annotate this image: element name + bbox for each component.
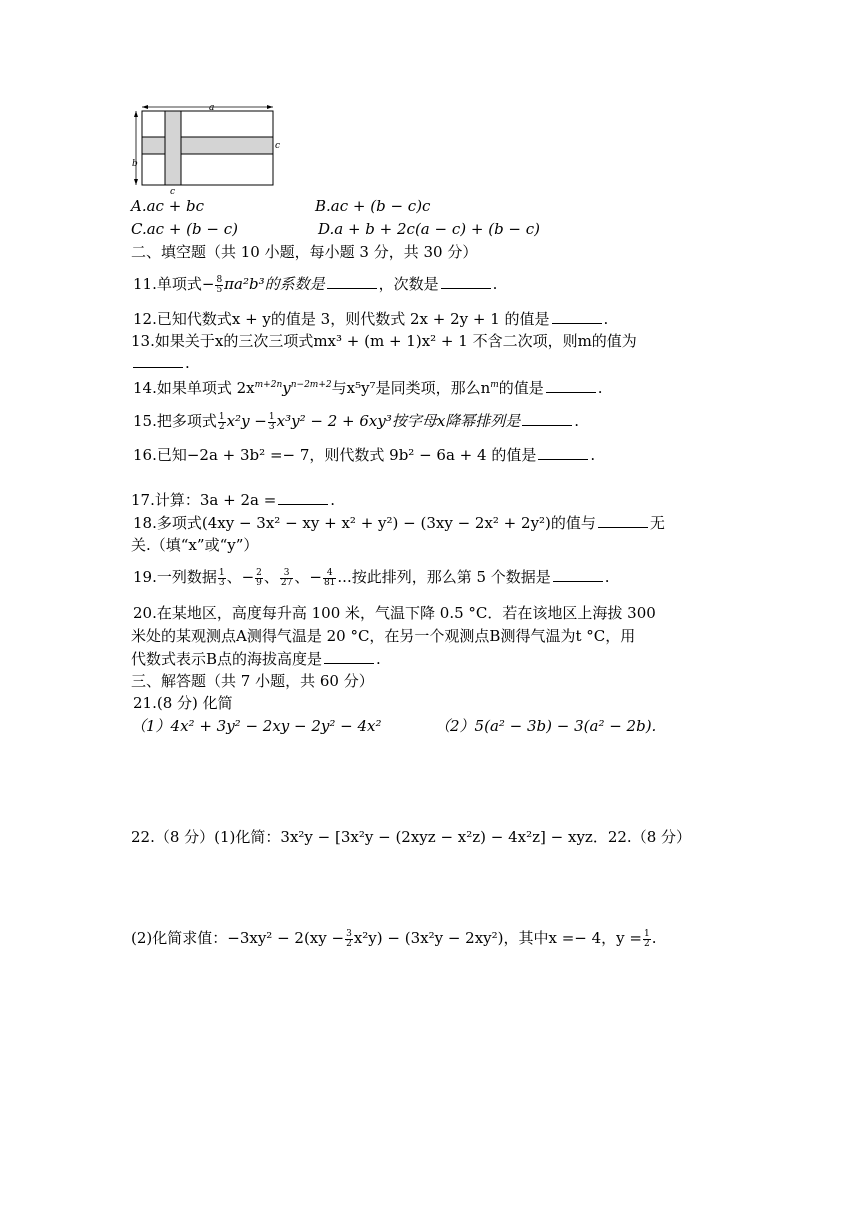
answer-blank bbox=[546, 380, 596, 393]
figure-label-a: a bbox=[209, 103, 215, 113]
answer-blank bbox=[441, 276, 491, 289]
fraction: $\frac{1}{2}$ bbox=[644, 928, 650, 949]
fraction: $\frac{3}{27}$ bbox=[280, 567, 293, 588]
fraction: $\frac{4}{81}$ bbox=[323, 567, 336, 588]
fraction: $\frac{1}{3}$ bbox=[218, 567, 225, 588]
question-17: 17.计算：3a + 2a = . bbox=[131, 491, 336, 509]
question-12: 12.已知代数式x + y的值是 3，则代数式 2x + 2y + 1 的值是 . bbox=[133, 310, 609, 328]
page: a b c c A.ac + bc B.ac + (b − c)c C.ac + (b − c) D.a + b + 2c(a − c) + (b − c) 二、填空题（共 10 小题，每小题 3 分，共 30 分） 11.单项式− $\frac{8}{5}$ πa²b³的系数是 ，次数是 . 12.已知代数式x + y的值是 3，则代数式 2x + 2y + 1 的值是 . 13.如果关于x的三次三项式mx³ + (m + 1)x² + 1 不含二次项，则m的值为 . 14.如果单项式 $2x^{m+2n}y^{n-2m+2}$与x⁵y⁷是同类项，那么$n^m$的值是 . 15.把多项式 $\frac{1}{2}$ x²y − $\frac{1}{3}$ x³y² − 2 + 6xy³按字母x降幂排列是 . 16.已知−2a + 3b² =− 7，则代数式 9b² − 6a + 4 的值是 . 17.计算：3a + 2a = . 18.多项式(4xy − 3x² − xy + x² + y²) − (3xy − 2x² + 2y²)的值与 无 关.（填“x”或“y”） 19.一列数据 $\frac{1}{3}$ 、− $\frac{2}{9}$ 、 $\frac{3}{27}$ 、− $\frac{4}{81}$ ...按此排列，那么第 5 个数据是 . 20.在某地区，高度每升高 100 米，气温下降 0.5 °C．若在该地区上海拔 300 米处的某观测点A测得气温是 20 °C，在另一个观测点B测得气温为t °C，用 代数式表示B点的海拔高度是 . 三、解答题（共 7 小题，共 60 分） 21.(8 分) 化简 （1）4x² + 3y² − 2xy − 2y² − 4x² （2）5(a² − 3b) − 3(a² − 2b). 22.（8 分）(1)化简：3x²y − [3x²y − (2xyz − x²z) − 4x²z] − xyz．22.（8 分） (2)化简求值：−3xy² − 2(xy − $\frac{3}{2}$ x²y) − (3x²y − 2xy²)，其中x =− 4，y = $\frac{1}{2}$ . bbox=[0, 0, 860, 1216]
rectangle-figure bbox=[126, 100, 286, 196]
figure-label-c-right: c bbox=[275, 141, 281, 151]
fraction: $\frac{1}{2}$ bbox=[218, 411, 225, 432]
figure-vertical-strip bbox=[165, 111, 181, 185]
fraction: $\frac{1}{3}$ bbox=[268, 411, 275, 432]
answer-blank bbox=[522, 413, 572, 426]
answer-blank bbox=[278, 492, 328, 505]
question-14: 14.如果单项式 $2x^{m+2n}y^{n-2m+2}$与x⁵y⁷是同类项，那么$n^m$的值是 . bbox=[133, 379, 603, 397]
option-d: D.a + b + 2c(a − c) + (b − c) bbox=[318, 220, 541, 238]
question-21-part-1: （1）4x² + 3y² − 2xy − 2y² − 4x² bbox=[131, 717, 382, 735]
answer-blank bbox=[324, 651, 374, 664]
answer-blank bbox=[538, 447, 588, 460]
section-solve-title: 三、解答题（共 7 小题，共 60 分） bbox=[131, 672, 374, 690]
answer-blank bbox=[553, 569, 603, 582]
option-a: A.ac + bc bbox=[131, 197, 205, 215]
question-19: 19.一列数据 $\frac{1}{3}$ 、− $\frac{2}{9}$ 、 $\frac{3}{27}$ 、− $\frac{4}{81}$ ...按此排列，那么第 5 个数据是 . bbox=[133, 567, 610, 588]
question-11: 11.单项式− $\frac{8}{5}$ πa²b³的系数是 ，次数是 . bbox=[133, 274, 498, 295]
question-22: 22.（8 分）(1)化简：3x²y − [3x²y − (2xyz − x²z) − 4x²z] − xyz．22.（8 分） bbox=[131, 828, 692, 846]
figure-label-b: b bbox=[132, 159, 138, 169]
option-b: B.ac + (b − c)c bbox=[315, 197, 431, 215]
question-21-part-2: （2）5(a² − 3b) − 3(a² − 2b). bbox=[435, 717, 657, 735]
fraction: $\frac{2}{9}$ bbox=[256, 567, 262, 588]
question-20: 20.在某地区，高度每升高 100 米，气温下降 0.5 °C．若在该地区上海拔 300 bbox=[133, 604, 656, 622]
fraction: $\frac{8}{5}$ bbox=[216, 274, 223, 295]
section-fill-title: 二、填空题（共 10 小题，每小题 3 分，共 30 分） bbox=[131, 243, 478, 261]
figure-horizontal-strip bbox=[142, 137, 273, 154]
question-15: 15.把多项式 $\frac{1}{2}$ x²y − $\frac{1}{3}$ x³y² − 2 + 6xy³按字母x降幂排列是 . bbox=[133, 411, 580, 432]
question-22-part-2: (2)化简求值：−3xy² − 2(xy − $\frac{3}{2}$ x²y) − (3x²y − 2xy²)，其中x =− 4，y = $\frac{1}{2}$ . bbox=[131, 928, 657, 949]
fraction: $\frac{3}{2}$ bbox=[346, 928, 352, 949]
answer-blank bbox=[552, 311, 602, 324]
answer-blank bbox=[598, 515, 648, 528]
answer-blank bbox=[133, 355, 183, 368]
option-c: C.ac + (b − c) bbox=[131, 220, 238, 238]
question-18: 18.多项式(4xy − 3x² − xy + x² + y²) − (3xy − 2x² + 2y²)的值与 无 bbox=[133, 514, 665, 532]
question-16: 16.已知−2a + 3b² =− 7，则代数式 9b² − 6a + 4 的值是 . bbox=[133, 446, 596, 464]
figure-label-c-bottom: c bbox=[170, 187, 176, 196]
question-21: 21.(8 分) 化简 bbox=[133, 694, 233, 712]
answer-blank bbox=[327, 276, 377, 289]
question-13: 13.如果关于x的三次三项式mx³ + (m + 1)x² + 1 不含二次项，则m的值为 bbox=[131, 332, 637, 350]
